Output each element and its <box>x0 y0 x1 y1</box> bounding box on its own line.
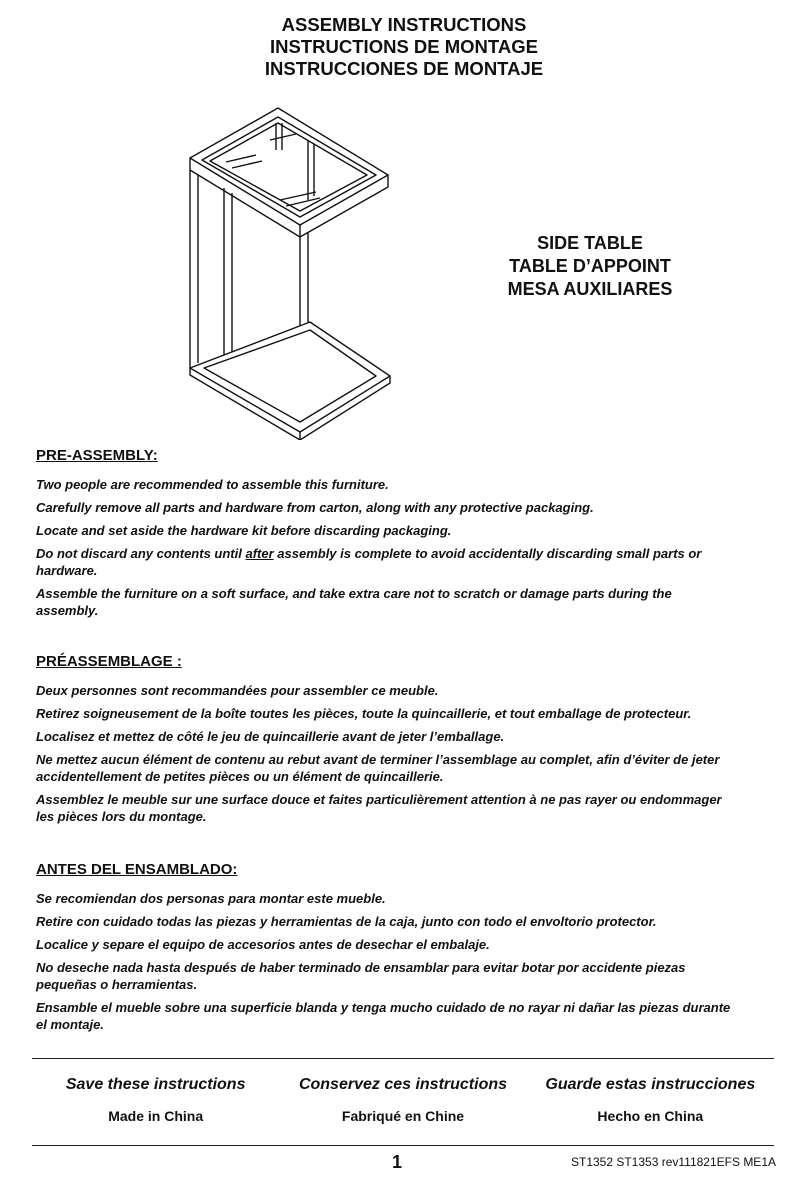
product-name-french: TABLE D’APPOINT <box>509 256 671 276</box>
instruction-text: Do not discard any contents until <box>36 546 246 561</box>
section-heading: PRÉASSEMBLAGE : <box>36 653 182 670</box>
product-title <box>440 232 740 301</box>
product-name-english: SIDE TABLE <box>537 233 643 253</box>
save-instructions-french: Conservez ces instructions <box>298 1076 508 1093</box>
footer-divider-top <box>32 1058 774 1059</box>
pre-assembly-french-section <box>36 652 736 831</box>
made-in-english: Made in China <box>108 1108 204 1124</box>
instruction-item: Ensamble el mueble sobre una superficie blanda y tenga mucho cuidado de no rayar ni dañar las piezas durante el montaje. <box>36 1000 731 1032</box>
instruction-item: Assemble the furniture on a soft surface, and take extra care not to scratch or damage parts during the assembly. <box>36 586 672 618</box>
instruction-item: Deux personnes sont recommandées pour assembler ce meuble. <box>36 683 439 698</box>
instruction-item: Two people are recommended to assemble this furniture. <box>36 477 389 492</box>
side-table-drawing-icon <box>180 100 400 440</box>
instruction-item: Localisez et mettez de côté le jeu de quincaillerie avant de jeter l’emballage. <box>36 729 505 744</box>
save-instructions-english: Save these instructions <box>65 1076 246 1093</box>
footer-divider-bottom <box>32 1145 774 1146</box>
document-title <box>0 14 808 80</box>
instruction-item: Retire con cuidado todas las piezas y herramientas de la caja, junto con todo el envoltorio protector. <box>36 914 657 929</box>
origin-row <box>32 1108 774 1124</box>
product-name-spanish: MESA AUXILIARES <box>507 279 673 299</box>
instruction-item: Localice y separe el equipo de accesorios antes de desechar el embalaje. <box>36 937 490 952</box>
title-english: ASSEMBLY INSTRUCTIONS <box>281 14 527 35</box>
emphasis-text: after <box>245 546 274 561</box>
instruction-item: Assemblez le meuble sur une surface douce et faites particulièrement attention à ne pas rayer ou endommager les pièces lors du montage. <box>36 792 722 824</box>
section-heading: PRE-ASSEMBLY: <box>36 447 158 464</box>
made-in-french: Fabriqué en Chine <box>341 1108 465 1124</box>
instruction-text: assembly is complete to avoid accidentally discarding small parts or hardware. <box>36 546 702 578</box>
instruction-item <box>36 545 736 579</box>
instruction-item: Locate and set aside the hardware kit before discarding packaging. <box>36 523 452 538</box>
title-french: INSTRUCTIONS DE MONTAGE <box>270 36 538 57</box>
page-number: 1 <box>392 1152 403 1172</box>
instruction-item: No deseche nada hasta después de haber terminado de ensamblar para evitar botar por accidente piezas pequeñas o herramientas. <box>36 960 686 992</box>
pre-assembly-spanish-section <box>36 860 736 1039</box>
instruction-item: Retirez soigneusement de la boîte toutes les pièces, toute la quincaillerie, et tout emballage de protecteur. <box>36 706 692 721</box>
instruction-item: Ne mettez aucun élément de contenu au rebut avant de terminer l’assemblage au complet, afin d’éviter de jeter accidentellement de petites pièces ou un élément de quincaillerie. <box>36 752 720 784</box>
save-instructions-spanish: Guarde estas instrucciones <box>545 1076 756 1093</box>
title-spanish: INSTRUCCIONES DE MONTAJE <box>264 58 544 79</box>
document-code: ST1352 ST1353 rev111821EFS ME1A <box>570 1155 776 1169</box>
section-heading: ANTES DEL ENSAMBLADO: <box>36 861 238 878</box>
pre-assembly-english-section <box>36 446 736 625</box>
instruction-item: Se recomiendan dos personas para montar este mueble. <box>36 891 386 906</box>
save-instructions-row <box>32 1076 774 1094</box>
instruction-item: Carefully remove all parts and hardware from carton, along with any protective packaging. <box>36 500 594 515</box>
made-in-spanish: Hecho en China <box>597 1108 704 1124</box>
